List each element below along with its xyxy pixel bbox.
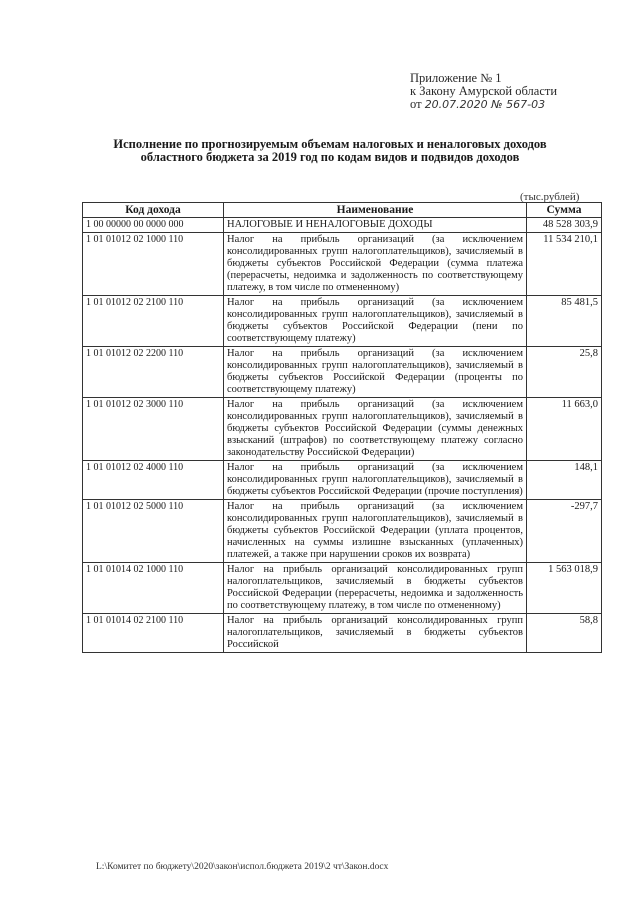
row-sum: 48 528 303,9 bbox=[527, 218, 602, 233]
header-code: Код дохода bbox=[83, 203, 224, 218]
row-name: Налог на прибыль организаций консолидированных групп налогоплательщиков, зачисляемый в бюджеты субъектов Российской Федерации (перерасчеты, недоимка и задолженность по соответствующему платежу, в том числе по отмененному) bbox=[224, 563, 527, 614]
row-code: 1 01 01012 02 2100 110 bbox=[83, 296, 224, 347]
row-code: 1 00 00000 00 0000 000 bbox=[83, 218, 224, 233]
table-row bbox=[83, 614, 602, 653]
row-name: НАЛОГОВЫЕ И НЕНАЛОГОВЫЕ ДОХОДЫ bbox=[224, 218, 527, 233]
table-row bbox=[83, 233, 602, 296]
row-code: 1 01 01012 02 4000 110 bbox=[83, 461, 224, 500]
row-sum: 148,1 bbox=[527, 461, 602, 500]
row-code: 1 01 01012 02 2200 110 bbox=[83, 347, 224, 398]
handwritten-date-number: 20.07.2020 № 567-03 bbox=[424, 98, 546, 111]
row-name: Налог на прибыль организаций (за исключением консолидированных групп налогоплательщиков), зачисляемый в бюджеты субъектов Российской Федерации (сумма платежа (перерасчеты, недоимка и задолженность по соответствующему платежу, в том числе по отмененному) bbox=[224, 233, 527, 296]
row-sum: 11 534 210,1 bbox=[527, 233, 602, 296]
table-row bbox=[83, 398, 602, 461]
table-header-row bbox=[83, 203, 602, 218]
row-code: 1 01 01012 02 1000 110 bbox=[83, 233, 224, 296]
table-row bbox=[83, 563, 602, 614]
appendix-note bbox=[410, 72, 557, 111]
appendix-date-prefix: от bbox=[410, 97, 422, 111]
row-name: Налог на прибыль организаций (за исключением консолидированных групп налогоплательщиков), зачисляемый в бюджеты субъектов Российской Федерации (прочие поступления) bbox=[224, 461, 527, 500]
row-name: Налог на прибыль организаций (за исключением консолидированных групп налогоплательщиков), зачисляемый в бюджеты субъектов Российской Федерации (проценты по соответствующему платежу) bbox=[224, 347, 527, 398]
row-name: Налог на прибыль организаций (за исключением консолидированных групп налогоплательщиков), зачисляемый в бюджеты субъектов Российской Федерации (пени по соответствующему платежу) bbox=[224, 296, 527, 347]
row-sum: 85 481,5 bbox=[527, 296, 602, 347]
row-name: Налог на прибыль организаций (за исключением консолидированных групп налогоплательщиков), зачисляемый в бюджеты субъектов Российской Федерации (уплата процентов, начисленных на суммы излишне взысканных (уплаченных) платежей, а также при нарушении сроков их возврата) bbox=[224, 500, 527, 563]
header-name: Наименование bbox=[224, 203, 527, 218]
table-row bbox=[83, 218, 602, 233]
row-sum: -297,7 bbox=[527, 500, 602, 563]
row-code: 1 01 01012 02 5000 110 bbox=[83, 500, 224, 563]
table-row bbox=[83, 296, 602, 347]
row-sum: 1 563 018,9 bbox=[527, 563, 602, 614]
appendix-date bbox=[410, 98, 557, 111]
appendix-law: к Закону Амурской области bbox=[410, 84, 558, 98]
units-label: (тыс.рублей) bbox=[520, 191, 580, 203]
row-code: 1 01 01012 02 3000 110 bbox=[83, 398, 224, 461]
row-code: 1 01 01014 02 1000 110 bbox=[83, 563, 224, 614]
row-name: Налог на прибыль организаций (за исключением консолидированных групп налогоплательщиков), зачисляемый в бюджеты субъектов Российской Федерации (суммы денежных взысканий (штрафов) по соответствующему платежу согласно законодательству Российской Федерации) bbox=[224, 398, 527, 461]
table-row bbox=[83, 500, 602, 563]
row-sum: 58,8 bbox=[527, 614, 602, 653]
header-sum: Сумма bbox=[527, 203, 602, 218]
revenue-table bbox=[82, 202, 602, 653]
table-row bbox=[83, 461, 602, 500]
row-sum: 11 663,0 bbox=[527, 398, 602, 461]
row-name: Налог на прибыль организаций консолидированных групп налогоплательщиков, зачисляемый в бюджеты субъектов Российской bbox=[224, 614, 527, 653]
file-path-footer: L:\Комитет по бюджету\2020\закон\испол.бюджета 2019\2 чт\Закон.docx bbox=[96, 862, 389, 872]
appendix-number: Приложение № 1 bbox=[410, 71, 502, 85]
table-row bbox=[83, 347, 602, 398]
row-sum: 25,8 bbox=[527, 347, 602, 398]
document-title: Исполнение по прогнозируемым объемам налоговых и неналоговых доходов областного бюджета за 2019 год по кодам видов и подвидов доходов bbox=[113, 137, 547, 164]
row-code: 1 01 01014 02 2100 110 bbox=[83, 614, 224, 653]
